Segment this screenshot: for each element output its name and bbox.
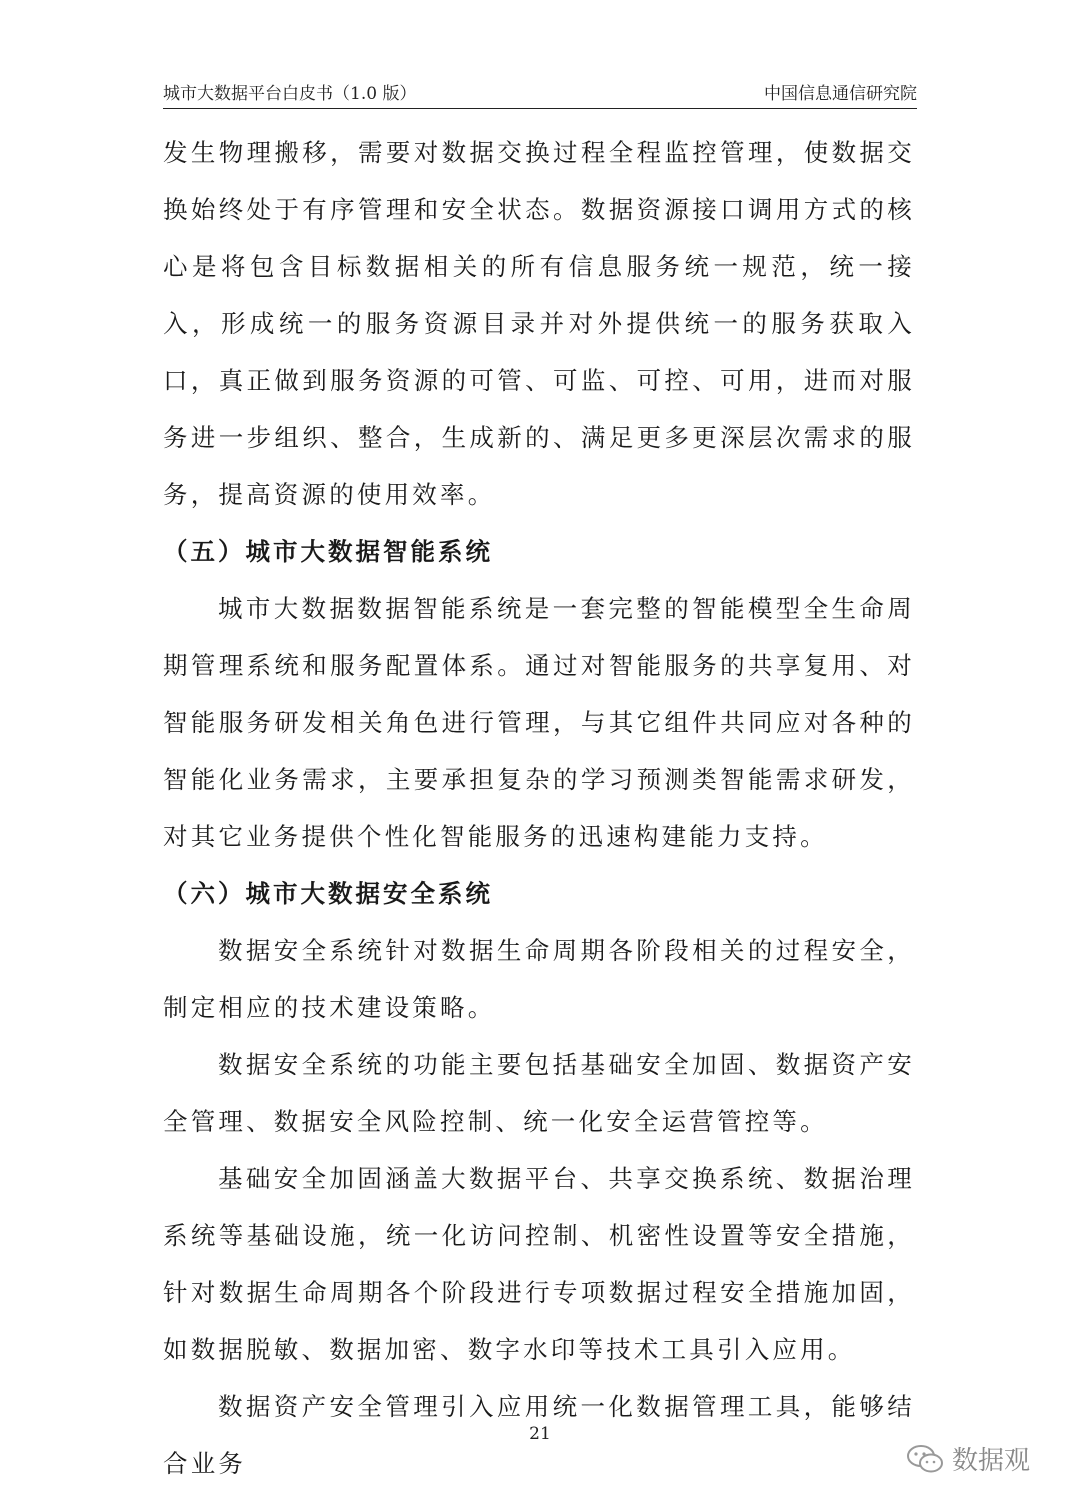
paragraph-asset-management: 数据资产安全管理引入应用统一化数据管理工具，能够结合业务 [163, 1392, 915, 1478]
watermark-text: 数据观 [951, 1446, 1030, 1476]
paragraph-security-hardening: 基础安全加固涵盖大数据平台、共享交换系统、数据治理系统等基础设施，统一化访问控制、机密性设置等安全措施，针对数据生命周期各个阶段进行专项数据过程安全措施加固，如数据脱敏、数据加密、数字水印等技术工具引入应用。 [163, 1164, 915, 1364]
paragraph-intelligent-system: 城市大数据数据智能系统是一套完整的智能模型全生命周期管理系统和服务配置体系。通过对智能服务的共享复用、对智能服务研发相关角色进行管理，与其它组件共同应对各种的智能化业务需求，主要承担复杂的学习预测类智能需求研发，对其它业务提供个性化智能服务的迅速构建能力支持。 [163, 594, 915, 851]
watermark [906, 1440, 1030, 1477]
section-heading-5: （五）城市大数据智能系统 [163, 537, 493, 566]
paragraph-continued: 发生物理搬移，需要对数据交换过程全程监控管理，使数据交换始终处于有序管理和安全状态。数据资源接口调用方式的核心是将包含目标数据相关的所有信息服务统一规范，统一接入，形成统一的服务资源目录并对外提供统一的服务获取入口，真正做到服务资源的可管、可监、可控、可用，进而对服务进一步组织、整合，生成新的、满足更多更深层次需求的服务，提高资源的使用效率。 [163, 138, 915, 509]
page-header [163, 74, 917, 109]
page-body [163, 124, 915, 1492]
wechat-icon [906, 1444, 944, 1474]
page-number: 21 [529, 1424, 551, 1444]
paragraph-security-functions: 数据安全系统的功能主要包括基础安全加固、数据资产安全管理、数据安全风险控制、统一化安全运营管控等。 [163, 1050, 915, 1136]
header-organization: 中国信息通信研究院 [764, 84, 917, 104]
section-heading-6: （六）城市大数据安全系统 [163, 879, 493, 908]
paragraph-security-intro: 数据安全系统针对数据生命周期各阶段相关的过程安全，制定相应的技术建设策略。 [163, 936, 915, 1022]
header-title: 城市大数据平台白皮书（1.0 版） [163, 84, 417, 104]
